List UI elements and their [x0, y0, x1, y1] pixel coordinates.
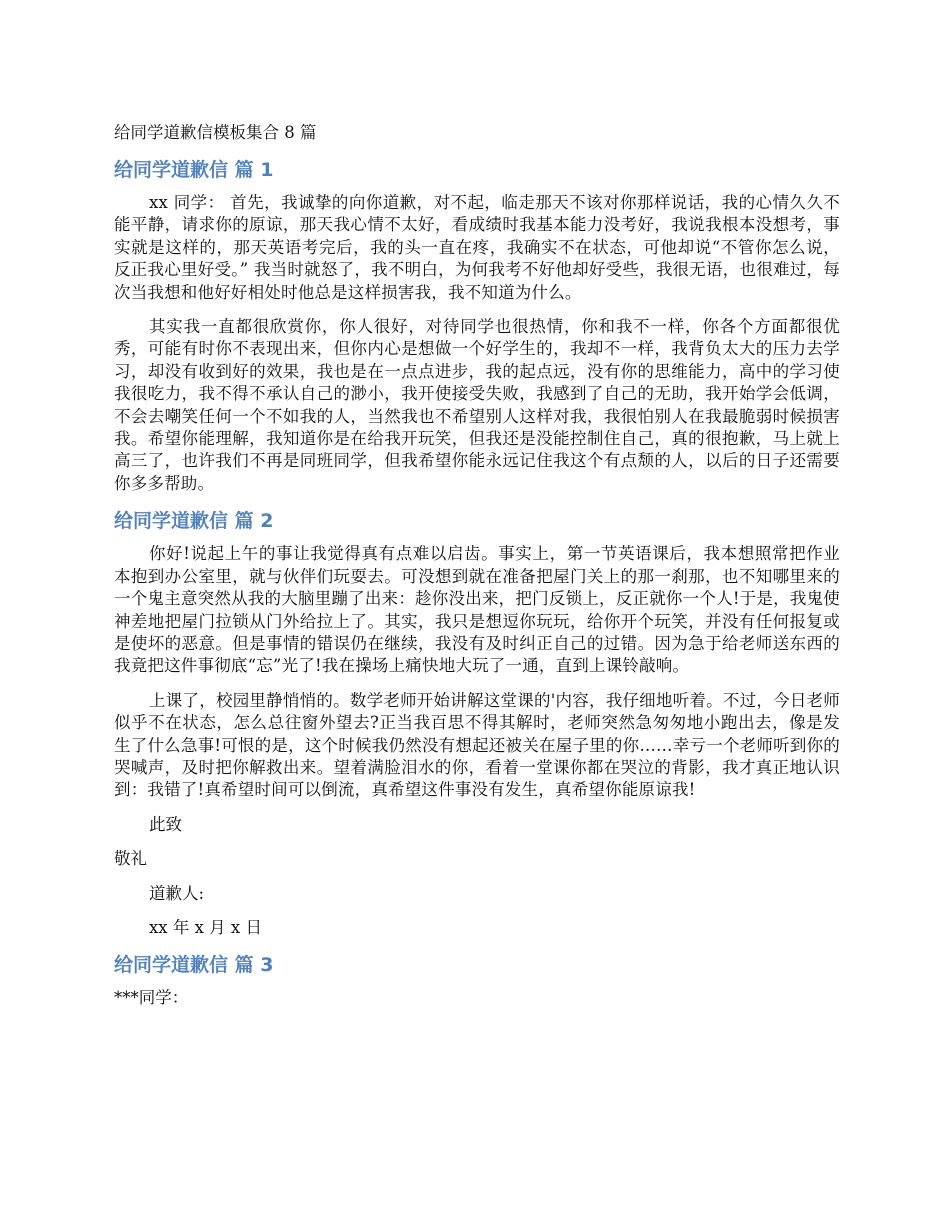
paragraph: xx 同学： 首先，我诚挚的向你道歉，对不起，临走那天不该对你那样说话，我的心情久久不能平静，请求你的原谅，那天我心情不太好，看成绩时我基本能力没考好，我说我根本没想考，事实就是这样的，那天英语考完后，我的头一直在疼，我确实不在状态，可他却说“不管你怎么说，反正我心里好受。” 我当时就怒了，我不明白，为何我考不好他却好受些，我很无语，也很难过，每次当我想和他好好相处时他总是这样损害我，我不知道为什么。 — [114, 193, 840, 302]
paragraph: 你好!说起上午的事让我觉得真有点难以启齿。事实上，第一节英语课后，我本想照常把作业本抱到办公室里，就与伙伴们玩耍去。可没想到就在准备把屋门关上的那一刹那，也不知哪里来的一个鬼主意突然从我的大脑里蹦了出来：趁你没出来，把门反锁上，反正就你一个人!于是，我鬼使神差地把屋门拉锁从门外给拉上了。其实，我只是想逗你玩玩，给你开个玩笑，并没有任何报复或是使坏的恶意。但是事情的错误仍在继续，我没有及时纠正自己的过错。因为急于给老师送东西的我竟把这件事彻底“忘”光了!我在操场上痛快地大玩了一通，直到上课铃敲响。 — [114, 544, 840, 676]
paragraph: 上课了，校园里静悄悄的。数学老师开始讲解这堂课的'内容，我仔细地听着。不过，今日老师似乎不在状态，怎么总往窗外望去?正当我百思不得其解时，老师突然急匆匆地小跑出去，像是发生了什么急事!可恨的是，这个时候我仍然没有想起还被关在屋子里的你……幸亏一个老师听到你的哭喊声，及时把你解救出来。望着满脸泪水的你，看着一堂课你都在哭泣的背影，我才真正地认识到：我错了!真希望时间可以倒流，真希望这件事没有发生，真希望你能原谅我! — [114, 690, 840, 800]
signer-label: 道歉人: — [149, 883, 205, 903]
section-1 — [114, 156, 840, 495]
section-3 — [114, 951, 840, 1009]
closing-regards: 敬礼 — [114, 849, 147, 869]
closing-salutation: 此致 — [149, 814, 182, 834]
section-heading: 给同学道歉信 篇 1 — [114, 159, 274, 181]
section-heading: 给同学道歉信 篇 3 — [114, 954, 274, 977]
section-heading: 给同学道歉信 篇 2 — [114, 510, 274, 533]
letter-opening: ***同学： — [114, 988, 189, 1008]
document-page — [114, 120, 840, 1022]
paragraph: 其实我一直都很欣赏你，你人很好，对待同学也很热情，你和我不一样，你各个方面都很优秀，可能有时你不表现出来，但你内心是想做一个好学生的，我却不一样，我背负太大的压力去学习，却没有收到好的效果，我也是在一点点进步，我的起点远，没有你的思维能力，高中的学习使我很吃力，我不得不承认自己的渺小，我开使接受失败，我感到了自己的无助，我开始学会低调，不会去嘲笑任何一个不如我的人，当然我也不希望别人这样对我，我很怕别人在我最脆弱时候损害我。希望你能理解，我知道你是在给我开玩笑，但我还是没能控制住自己，真的很抱歉，马上就上高三了，也许我们不再是同班同学，但我希望你能永远记住我这个有点颓的人，以后的日子还需要你多多帮助。 — [114, 317, 840, 493]
section-2 — [114, 507, 840, 939]
document-title: 给同学道歉信模板集合 8 篇 — [114, 123, 317, 142]
letter-date: xx 年 x 月 x 日 — [149, 917, 262, 937]
